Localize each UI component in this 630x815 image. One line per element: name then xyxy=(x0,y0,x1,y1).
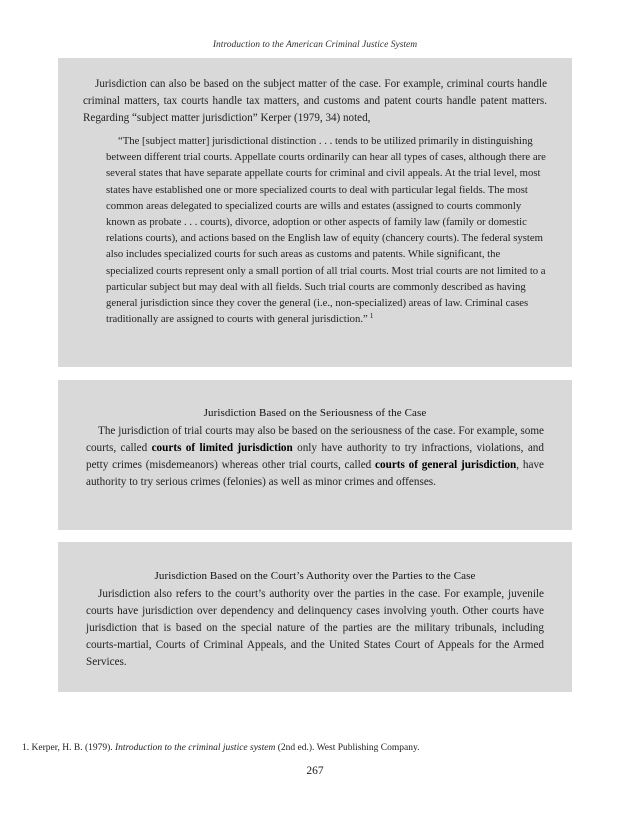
footnote-reference[interactable]: 1 xyxy=(369,310,374,320)
footnote-title: Introduction to the criminal justice system xyxy=(115,743,276,753)
authority-heading: Jurisdiction Based on the Court’s Authority over the Parties to the Case xyxy=(154,570,476,582)
footnote-prefix: 1. Kerper, H. B. (1979). xyxy=(22,743,116,753)
seriousness-paragraph xyxy=(86,423,544,491)
running-header: Introduction to the American Criminal Justice System xyxy=(212,40,418,50)
seriousness-heading: Jurisdiction Based on the Seriousness of the Case xyxy=(203,407,427,419)
kerper-quote-text: “The [subject matter] jurisdictional distinction . . . tends to be utilized primarily in distinguishing between different trial courts. Appellate courts ordinarily can hear all types of cases, although there are several states that have separate appellate courts for criminal and civil appeals. At the trial level, most states have established one or more specialized courts to deal with particular legal fields. The most common areas delegated to specialized courts are wills and estates (assigned to courts commonly known as probate . . . courts), divorce, adoption or other aspects of family law (family or domestic relations courts), and actions based on the English law of equity (chancery courts). The federal system also includes specialized courts for such areas as customs and patents. While significant, the specialized courts represent only a small portion of all trial courts. Most trial courts are not limited to a particular subject but may deal with all fields. Such trial courts are commonly described as having general jurisdiction since they cover the general (i.e., non-specialized) areas of law. Criminal cases traditionally are assigned to courts with general jurisdiction.” xyxy=(106,135,546,326)
seriousness-text-2: only have authority to try infractions, violations, and petty crimes (misdemeanors) whereas other trial courts, called xyxy=(86,442,544,471)
footnote xyxy=(22,743,622,753)
seriousness-text-1: The jurisdiction of trial courts may also be based on the seriousness of the case. For example, some courts, called xyxy=(86,425,544,454)
kerper-quote xyxy=(106,133,550,327)
term-limited-jurisdiction: courts of limited jurisdiction xyxy=(151,442,293,454)
subject-matter-box xyxy=(58,58,572,367)
subject-matter-paragraph: Jurisdiction can also be based on the subject matter of the case. For example, criminal courts handle criminal matters, tax courts handle tax matters, and customs and patent courts handle patent matters. Regarding “subject matter jurisdiction” Kerper (1979, 34) noted, xyxy=(83,78,547,124)
seriousness-box xyxy=(58,380,572,530)
authority-box xyxy=(58,542,572,692)
term-general-jurisdiction: courts of general jurisdiction xyxy=(375,459,517,471)
authority-paragraph: Jurisdiction also refers to the court’s authority over the parties in the case. For example, juvenile courts have jurisdiction over dependency and delinquency cases involving youth. Other courts have jurisdiction that is based on the special nature of the parties are the military tribunals, including courts-martial, Courts of Criminal Appeals, and the United States Court of Appeals for the Armed Services. xyxy=(86,588,544,668)
footnote-suffix: (2nd ed.). West Publishing Company. xyxy=(275,743,420,753)
page-number: 267 xyxy=(306,765,324,777)
seriousness-text-3: , have authority to try serious crimes (felonies) as well as minor crimes and offenses. xyxy=(86,459,544,488)
